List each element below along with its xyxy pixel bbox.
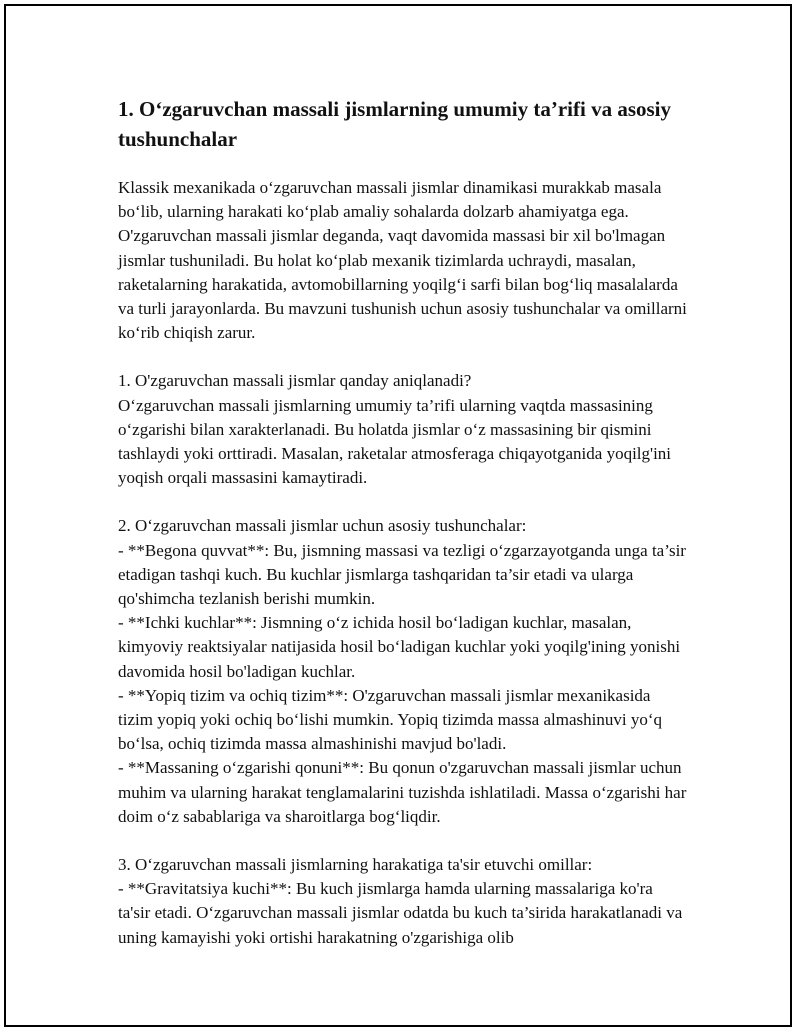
document-body bbox=[118, 94, 688, 950]
section-1-paragraph: 1. O'zgaruvchan massali jismlar qanday aniqlanadi? O‘zgaruvchan massali jismlarning umumiy ta’rifi ularning vaqtda massasining o‘zgarishi bilan xarakterlanadi. Bu holatda jismlar o‘z massasining bir qismini tashlaydi yoki orttiradi. Masalan, raketalar atmosferaga chiqayotganida yoqilg'ini yoqish orqali massasini kamaytiradi. bbox=[118, 371, 672, 488]
intro-paragraph: Klassik mexanikada o‘zgaruvchan massali jismlar dinamikasi murakkab masala bo‘lib, ularning harakati ko‘plab amaliy sohalarda dolzarb ahamiyatga ega. O'zgaruvchan massali jismlar deganda, vaqt davomida massasi bir xil bo'lmagan jismlar tushuniladi. Bu holat ko‘plab mexanik tizimlarda uchraydi, masalan, raketalarning harakatida, avtomobillarning yoqilg‘i sarfi bilan bog‘liq masalalarda va turli jarayonlarda. Bu mavzuni tushunish uchun asosiy tushunchalar va omillarni ko‘rib chiqish zarur. bbox=[118, 178, 687, 343]
paragraph-gap bbox=[118, 490, 688, 514]
paragraph-gap bbox=[118, 829, 688, 853]
section-2-paragraph: 2. O‘zgaruvchan massali jismlar uchun asosiy tushunchalar: - **Begona quvvat**: Bu, jismning massasi va tezligi o‘zgarzayotganda unga ta’sir etadigan tashqi kuch. Bu kuchlar jismlarga tashqaridan ta’sir etadi va ularga qo'shimcha tezlanish berishi mumkin. - **Ichki kuchlar**: Jismning o‘z ichida hosil bo‘ladigan kuchlar, masalan, kimyoviy reaktsiyalar natijasida hosil bo‘ladigan kuchlar yoki yoqilg'ining yonishi davomida hosil bo'ladigan kuchlar. - **Yopiq tizim va ochiq tizim**: O'zgaruvchan massali jismlar mexanikasida tizim yopiq yoki ochiq bo‘lishi mumkin. Yopiq tizimda massa almashinuvi yo‘q bo‘lsa, ochiq tizimda massa almashinishi mavjud bo'ladi. - **Massaning o‘zgarishi qonuni**: Bu qonun o'zgaruvchan massali jismlar uchun muhim va ularning harakat tenglamalarini tuzishda ishlatiladi. Massa o‘zgarishi har doim o‘z sabablariga va sharoitlarga bog‘liqdir. bbox=[118, 516, 687, 826]
section-heading: 1. O‘zgaruvchan massali jismlarning umumiy ta’rifi va asosiy tushunchalar bbox=[118, 97, 672, 151]
section-3-paragraph: 3. O‘zgaruvchan massali jismlarning harakatiga ta'sir etuvchi omillar: - **Gravitatsiya kuchi**: Bu kuch jismlarga hamda ularning massalariga ko'ra ta'sir etadi. O‘zgaruvchan massali jismlar odatda bu kuch ta’sirida harakatlanadi va uning kamayishi yoki ortishi harakatning o'zgarishiga olib bbox=[118, 855, 683, 947]
paragraph-gap bbox=[118, 345, 688, 369]
